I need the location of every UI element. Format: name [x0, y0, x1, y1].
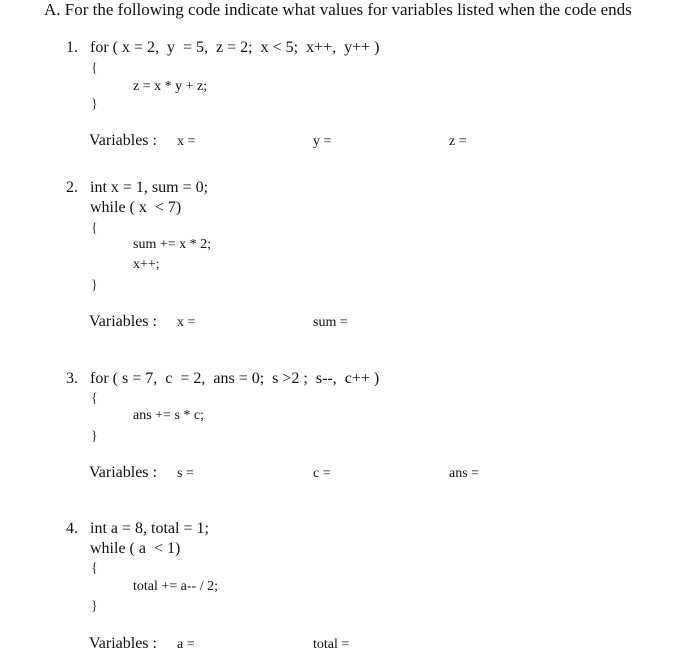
problem-number: 1.	[66, 39, 78, 56]
open-brace: {	[91, 561, 98, 576]
variables-label: Variables :	[89, 132, 157, 149]
open-brace: {	[91, 61, 98, 76]
variable-x: x =	[177, 134, 196, 149]
open-brace: {	[91, 391, 98, 406]
close-brace: }	[91, 278, 98, 293]
open-brace: {	[91, 221, 98, 236]
variable-y: y =	[313, 134, 332, 149]
code-line: while ( x < 7)	[90, 199, 182, 216]
variable-a: a =	[177, 637, 195, 652]
code-line: x++;	[133, 257, 160, 272]
variables-label: Variables :	[89, 635, 157, 652]
code-line: int a = 8, total = 1;	[90, 520, 209, 537]
close-brace: }	[91, 97, 98, 112]
code-line: total += a-- / 2;	[133, 579, 218, 594]
code-line: while ( a < 1)	[90, 540, 181, 557]
variable-s: s =	[177, 466, 194, 481]
code-line: ans += s * c;	[133, 408, 205, 423]
problem-number: 3.	[66, 370, 78, 387]
variable-x: x =	[177, 315, 196, 330]
variables-label: Variables :	[89, 464, 157, 481]
problem-number: 2.	[66, 179, 78, 196]
close-brace: }	[91, 599, 98, 614]
variable-z: z =	[449, 134, 467, 149]
variable-total: total =	[313, 637, 350, 652]
variable-c: c =	[313, 466, 331, 481]
close-brace: }	[91, 429, 98, 444]
code-line: z = x * y + z;	[133, 79, 208, 94]
variable-ans: ans =	[449, 466, 480, 481]
variable-sum: sum =	[313, 315, 348, 330]
problem-number: 4.	[66, 520, 78, 537]
section-heading: A. For the following code indicate what values for variables listed when the code ends	[44, 0, 632, 19]
variables-label: Variables :	[89, 313, 157, 330]
code-line: for ( x = 2, y = 5, z = 2; x < 5; x++, y++ )	[90, 39, 380, 56]
code-line: int x = 1, sum = 0;	[90, 179, 209, 196]
code-line: sum += x * 2;	[133, 237, 212, 252]
code-line: for ( s = 7, c = 2, ans = 0; s >2 ; s--, c++ )	[90, 370, 380, 387]
